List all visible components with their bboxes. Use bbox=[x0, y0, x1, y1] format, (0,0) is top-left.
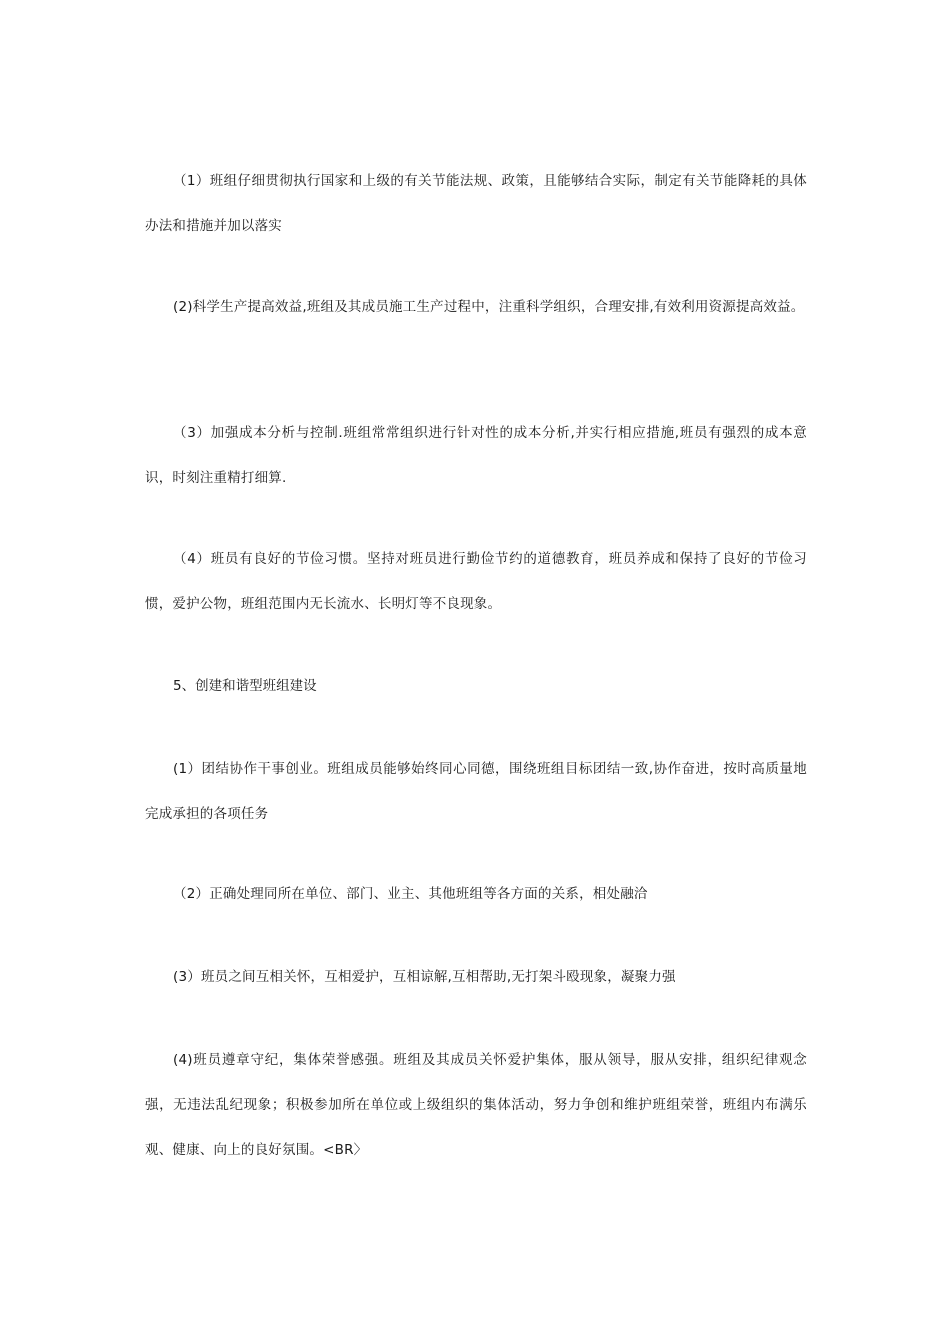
paragraph-thrift-habits: （4）班员有良好的节俭习惯。坚持对班员进行勤俭节约的道德教育，班员养成和保持了良好的节俭习惯，爱护公物，班组范围内无长流水、长明灯等不良现象。 bbox=[145, 551, 807, 612]
paragraph-discipline: (4)班员遵章守纪，集体荣誉感强。班组及其成员关怀爱护集体，服从领导，服从安排，组织纪律观念强，无违法乱纪现象；积极参加所在单位或上级组织的集体活动，努力争创和维护班组荣誉，班组内布满乐观、健康、向上的良好氛围。<BR〉 bbox=[145, 1052, 807, 1158]
paragraph-scientific-production: (2)科学生产提高效益,班组及其成员施工生产过程中，注重科学组织，合理安排,有效利用资源提高效益。 bbox=[173, 299, 805, 315]
paragraph-cost-control: （3）加强成本分析与控制.班组常常组织进行针对性的成本分析,并实行相应措施,班员有强烈的成本意识，时刻注重精打细算. bbox=[145, 425, 807, 486]
section-heading-harmonious-team: 5、创建和谐型班组建设 bbox=[173, 678, 317, 694]
paragraph-energy-policy: （1）班组仔细贯彻执行国家和上级的有关节能法规、政策，且能够结合实际，制定有关节能降耗的具体办法和措施并加以落实 bbox=[145, 173, 807, 234]
paragraph-teamwork: (1）团结协作干事创业。班组成员能够始终同心同德，围绕班组目标团结一致,协作奋进，按时高质量地完成承担的各项任务 bbox=[145, 761, 807, 822]
paragraph-relationships: （2）正确处理同所在单位、部门、业主、其他班组等各方面的关系，相处融洽 bbox=[173, 886, 648, 902]
paragraph-mutual-care: (3）班员之间互相关怀，互相爱护，互相谅解,互相帮助,无打架斗殴现象，凝聚力强 bbox=[173, 969, 676, 985]
